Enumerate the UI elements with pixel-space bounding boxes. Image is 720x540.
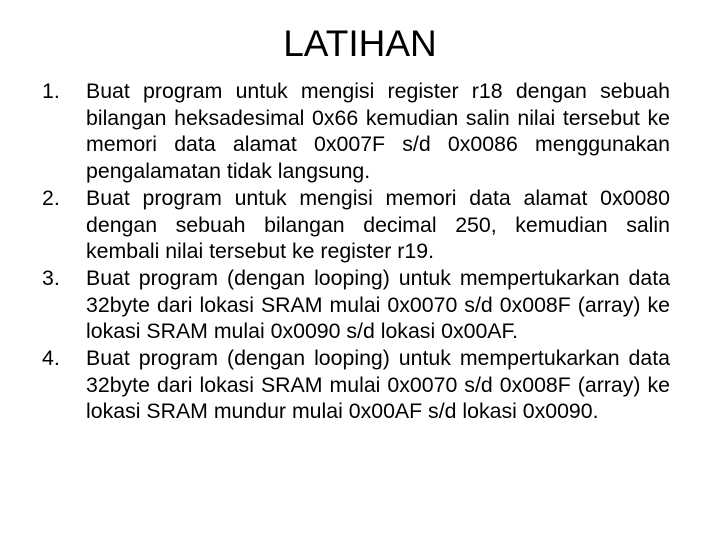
item-number: 2. (42, 185, 60, 210)
list-item (36, 265, 670, 345)
item-number: 3. (42, 265, 60, 290)
list-item (36, 345, 670, 425)
item-text: Buat program (dengan looping) untuk mempertukarkan data 32byte dari lokasi SRAM mulai 0x0070 s/d 0x008F (array) ke lokasi SRAM mundur mulai 0x00AF s/d lokasi 0x0090. (86, 346, 670, 424)
list-item (36, 185, 670, 265)
item-text: Buat program untuk mengisi register r18 dengan sebuah bilangan heksadesimal 0x66 kemudian salin nilai tersebut ke memori data alamat 0x007F s/d 0x0086 menggunakan pengalamatan tidak langsung. (86, 79, 670, 184)
exercise-list (36, 78, 670, 425)
item-text: Buat program untuk mengisi memori data alamat 0x0080 dengan sebuah bilangan decimal 250, kemudian salin kembali nilai tersebut ke register r19. (86, 185, 670, 264)
item-text: Buat program (dengan looping) untuk mempertukarkan data 32byte dari lokasi SRAM mulai 0x0070 s/d 0x008F (array) ke lokasi SRAM mulai 0x0090 s/d lokasi 0x00AF. (86, 265, 670, 344)
list-item (36, 78, 670, 185)
item-number: 4. (42, 346, 60, 371)
slide-title: LATIHAN (283, 23, 437, 64)
item-number: 1. (42, 79, 60, 103)
